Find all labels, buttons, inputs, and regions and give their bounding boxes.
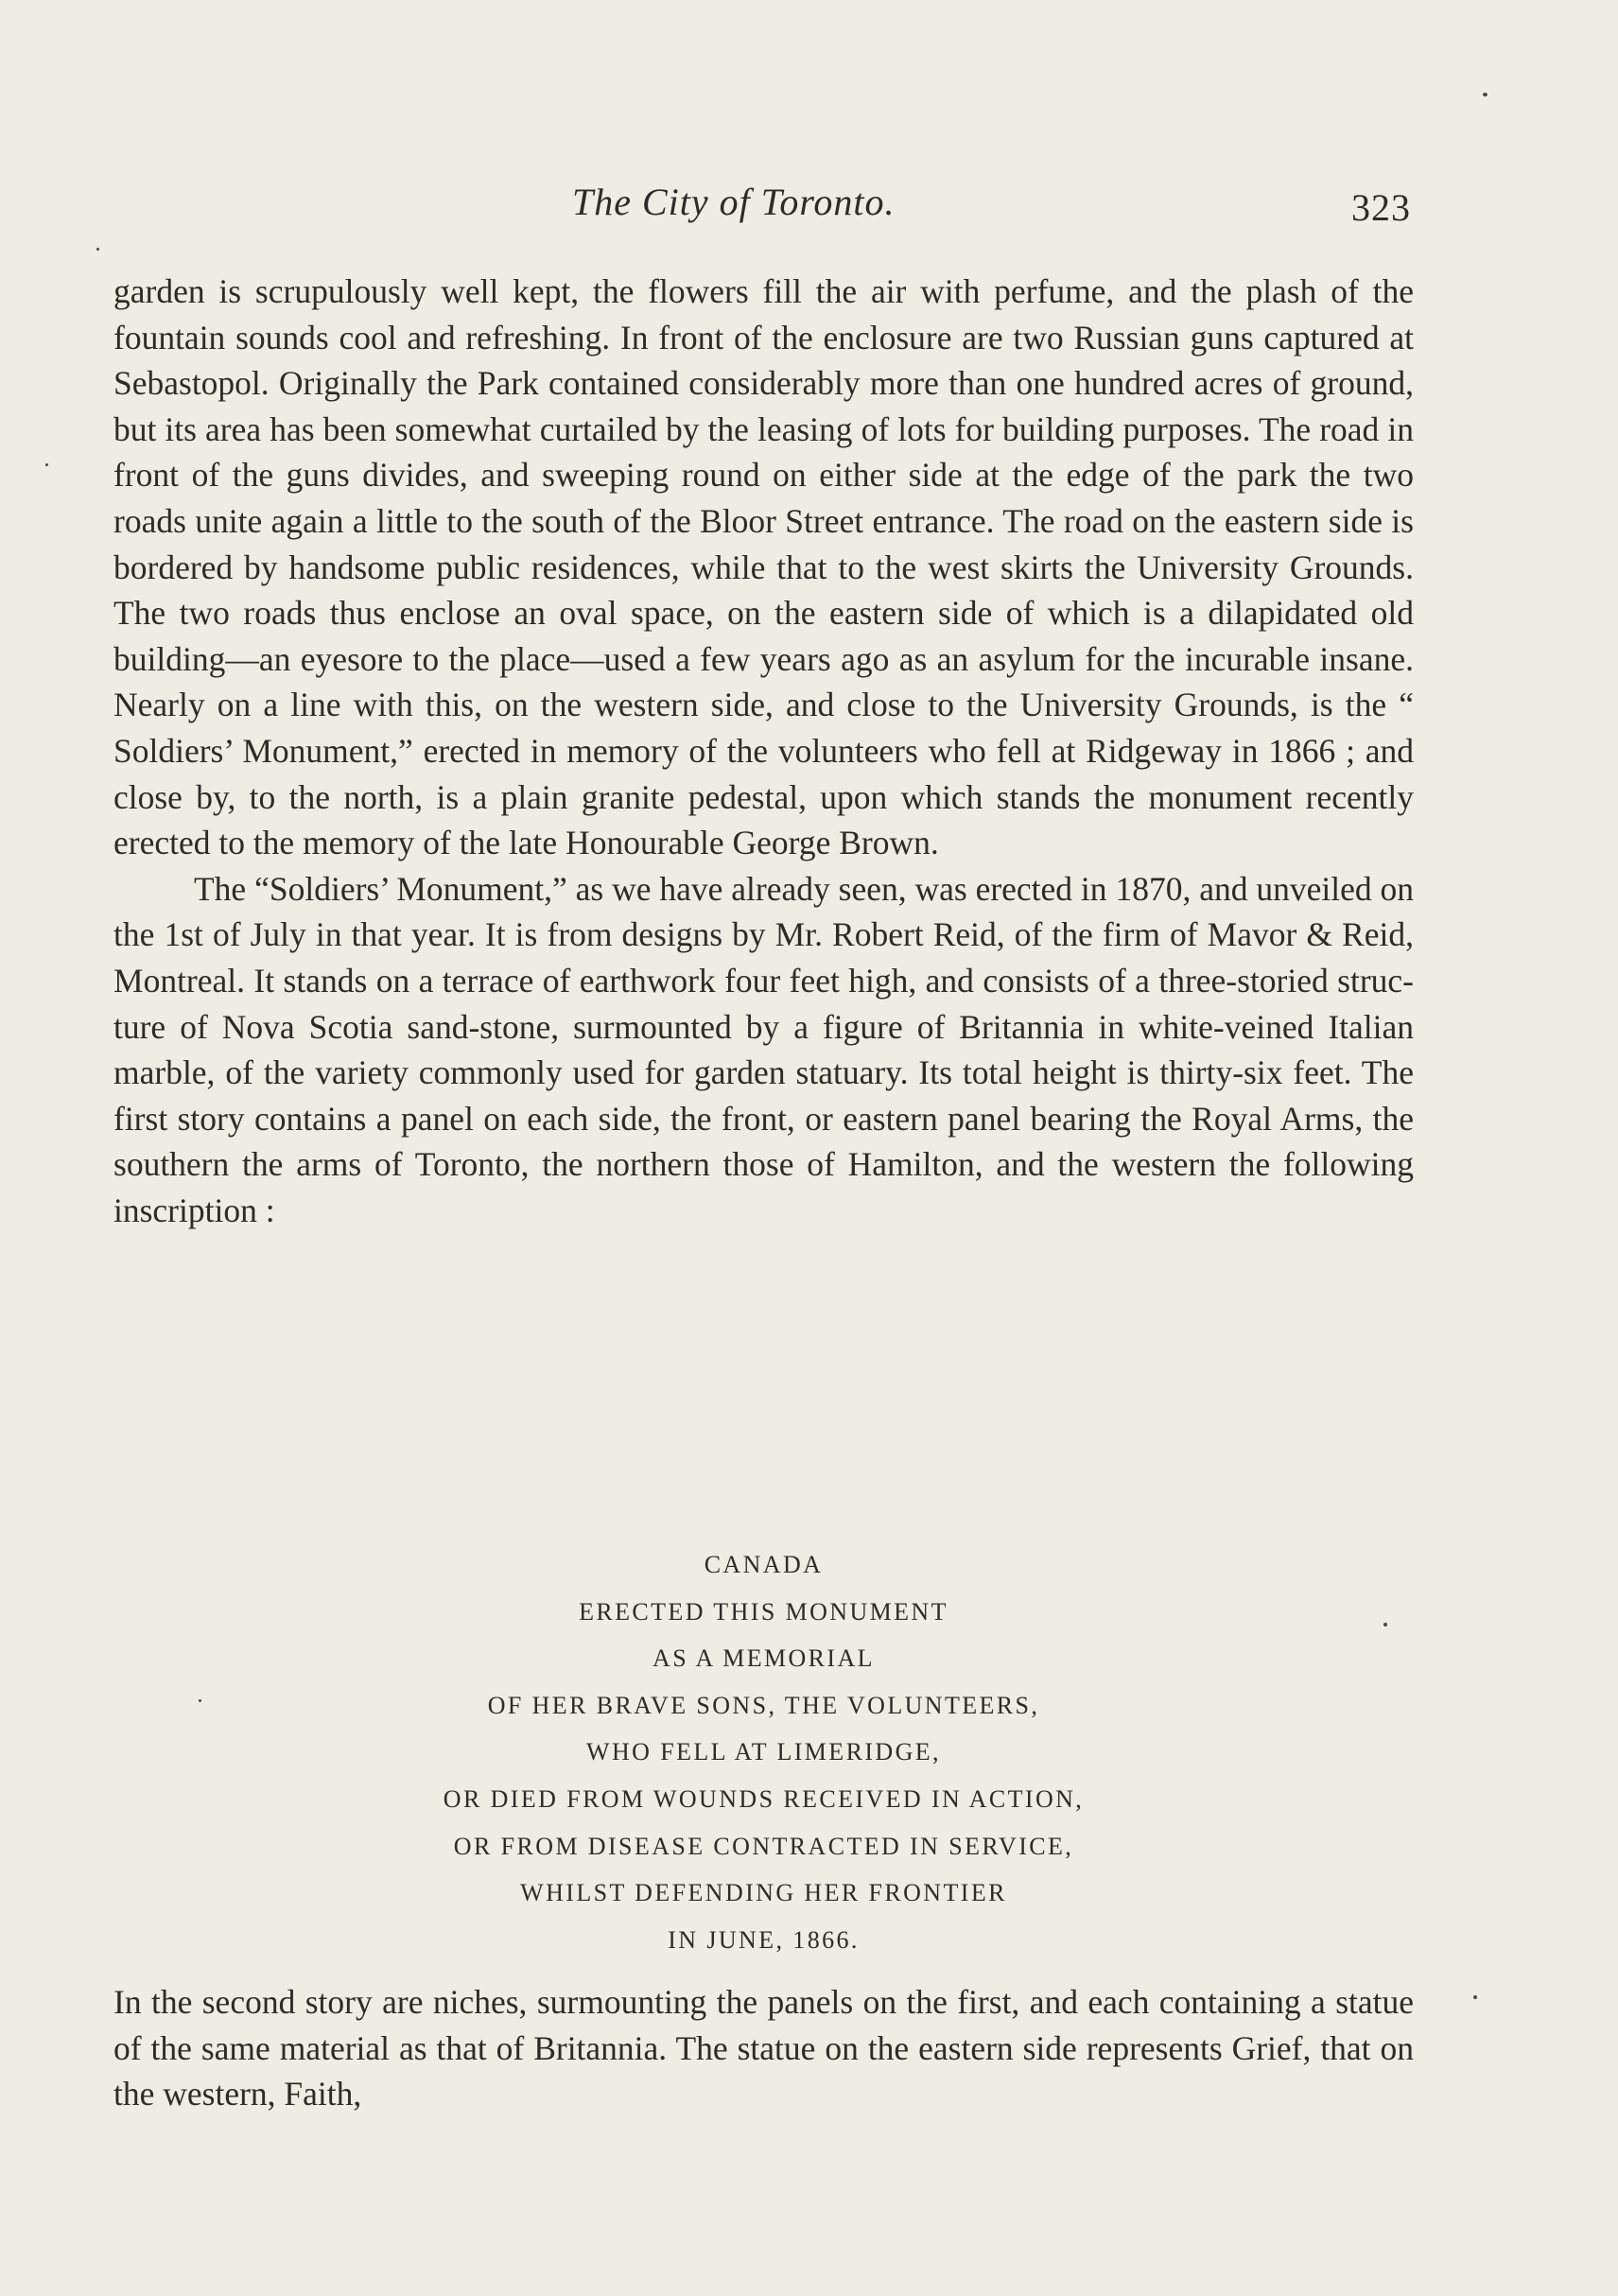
paper-speck — [1483, 93, 1488, 96]
inscription-line: WHILST DEFENDING HER FRONTIER — [520, 1879, 1007, 1907]
paper-speck — [1383, 1623, 1387, 1626]
inscription-line: OR DIED FROM WOUNDS RECEIVED IN ACTION, — [443, 1784, 1085, 1813]
inscription-line: CANADA — [704, 1551, 824, 1578]
inscription-line: OR FROM DISEASE CONTRACTED IN SERVICE, — [453, 1832, 1074, 1860]
paragraph-2: The “Soldiers’ Monument,” as we have already seen, was erected in 1870, and unveiled on the 1st of July in that year. It is from designs by Mr. Robert Reid, of the firm of Mavor & Reid, Montreal. It stands on a terrace of earthwork four feet high, and consists of a three-storied struc-ture of Nova Scotia sand-stone, surmounted by a figure of Britannia in white-veined Italian marble, of the variety commonly used for garden statuary. Its total height is thirty-six feet. The first story contains a panel on each side, the front, or eastern panel bearing the Royal Arms, the southern the arms of Toronto, the northern those of Hamilton, and the western the following inscription : — [113, 869, 1414, 1229]
closing-text — [113, 1979, 1414, 2117]
paper-speck — [96, 248, 99, 251]
inscription-line: IN JUNE, 1866. — [668, 1925, 860, 1954]
paper-speck — [199, 1699, 201, 1702]
inscription-line: ERECTED THIS MONUMENT — [579, 1597, 948, 1626]
paper-speck — [45, 463, 48, 466]
paragraph-1: garden is scrupulously well kept, the flowers fill the air with perfume, and the plash of the fountain sounds cool and refreshing. In front of the enclosure are two Russian guns captured at Sebastopol. Originally the Park contained considerably more than one hundred acres of ground, but its area has been somewhat curtailed by the leasing of lots for building purposes. The road in front of the guns divides, and sweeping round on either side at the edge of the park the two roads unite again a little to the south of the Bloor Street entrance. The road on the eastern side is bordered by handsome public residences, while that to the west skirts the University Grounds. The two roads thus enclose an oval space, on the eastern side of which is a dilapidated old building—an eyesore to the place—used a few years ago as an asylum for the incurable insane. Nearly on a line with this, on the western side, and close to the University Grounds, is the “ Soldiers’ Monument,” erected in memory of the volunteers who fell at Ridgeway in 1866 ; and close by, to the north, is a plain granite pedestal, upon which stands the monument recently erected to the memory of the late Honourable George Brown. — [113, 272, 1414, 862]
running-head — [0, 180, 1618, 236]
inscription-line: AS A MEMORIAL — [652, 1644, 875, 1673]
paper-speck — [1473, 1995, 1477, 1999]
body-text — [113, 269, 1414, 1233]
page-number: 323 — [1351, 186, 1411, 229]
inscription-line: OF HER BRAVE SONS, THE VOLUNTEERS, — [487, 1691, 1040, 1719]
inscription-line: WHO FELL AT LIMERIDGE, — [586, 1738, 941, 1766]
closing-paragraph: In the second story are niches, surmounting the panels on the first, and each containing a statue of the same material as that of Britannia. The statue on the eastern side represents Grief, that on the western, Faith, — [113, 1983, 1414, 2113]
running-title: The City of Toronto. — [572, 181, 896, 223]
monument-inscription — [113, 1541, 1414, 1963]
